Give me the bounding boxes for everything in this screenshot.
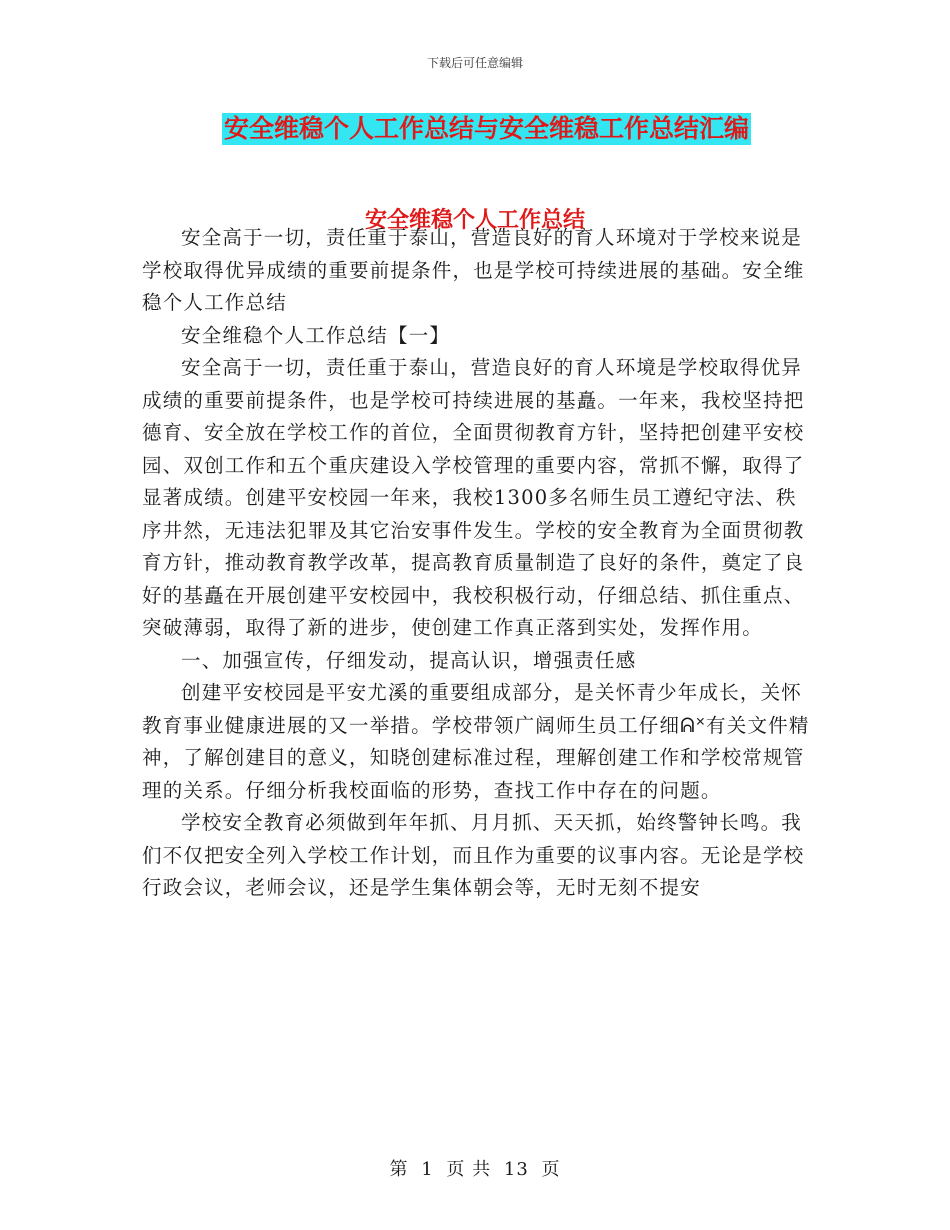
paragraph: 创建平安校园是平安尤溪的重要组成部分，是关怀青少年成长，关怀教育事业健康进展的又一举措。学校带领广阔师生员工仔细ᕱᕽ有关文件精神，了解创建目的意义，知晓创建标准过程，理解创建工作和学校常规管理的关系。仔细分析我校面临的形势，查找工作中存在的问题。 <box>142 681 810 802</box>
footer-suffix: 页 <box>541 1159 561 1180</box>
footer-page-number: 1 <box>421 1159 434 1180</box>
paragraph-heading: 一、加强宣传，仔细发动，提高认识，增强责任感 <box>181 648 637 672</box>
paragraph: 安全高于一切，责任重于泰山，营造良好的育人环境是学校取得优异成绩的重要前提条件，也是学校可持续进展的基矗。一年来，我校坚持把德育、安全放在学校工作的首位，全面贯彻教育方针，坚持把创建平安校园、双创工作和五个重庆建设入学校管理的重要内容，常抓不懈，取得了显著成绩。创建平安校园一年来，我校1300多名师生员工遵纪守法、秩序井然，无违法犯罪及其它治安事件发生。学校的安全教育为全面贯彻教育方针，推动教育教学改革，提高教育质量制造了良好的条件，奠定了良好的基矗在开展创建平安校园中，我校积极行动，仔细总结、抓住重点、突破薄弱，取得了新的进步，使创建工作真正落到实处，发挥作用。 <box>142 356 805 639</box>
paragraph: 安全高于一切，责任重于泰山，营造良好的育人环境对于学校来说是学校取得优异成绩的重要前提条件，也是学校可持续进展的基础。安全维稳个人工作总结 <box>142 226 805 314</box>
section-title: 安全维稳个人工作总结 <box>364 207 585 233</box>
page-footer <box>0 1155 950 1181</box>
paragraph-heading: 安全维稳个人工作总结【一】 <box>181 323 451 347</box>
footer-middle: 页 共 <box>446 1159 492 1180</box>
document-body <box>142 222 810 905</box>
header-note: 下载后可任意编辑 <box>426 56 523 70</box>
document-title: 安全维稳个人工作总结与安全维稳工作总结汇编 <box>224 114 750 143</box>
paragraph: 学校安全教育必须做到年年抓、月月抓、天天抓，始终警钟长鸣。我们不仅把安全列入学校工作计划，而且作为重要的议事内容。无论是学校行政会议，老师会议，还是学生集体朝会等，无时无刻不提安 <box>142 811 805 899</box>
footer-total-pages: 13 <box>503 1159 529 1180</box>
footer-prefix: 第 <box>389 1159 409 1180</box>
